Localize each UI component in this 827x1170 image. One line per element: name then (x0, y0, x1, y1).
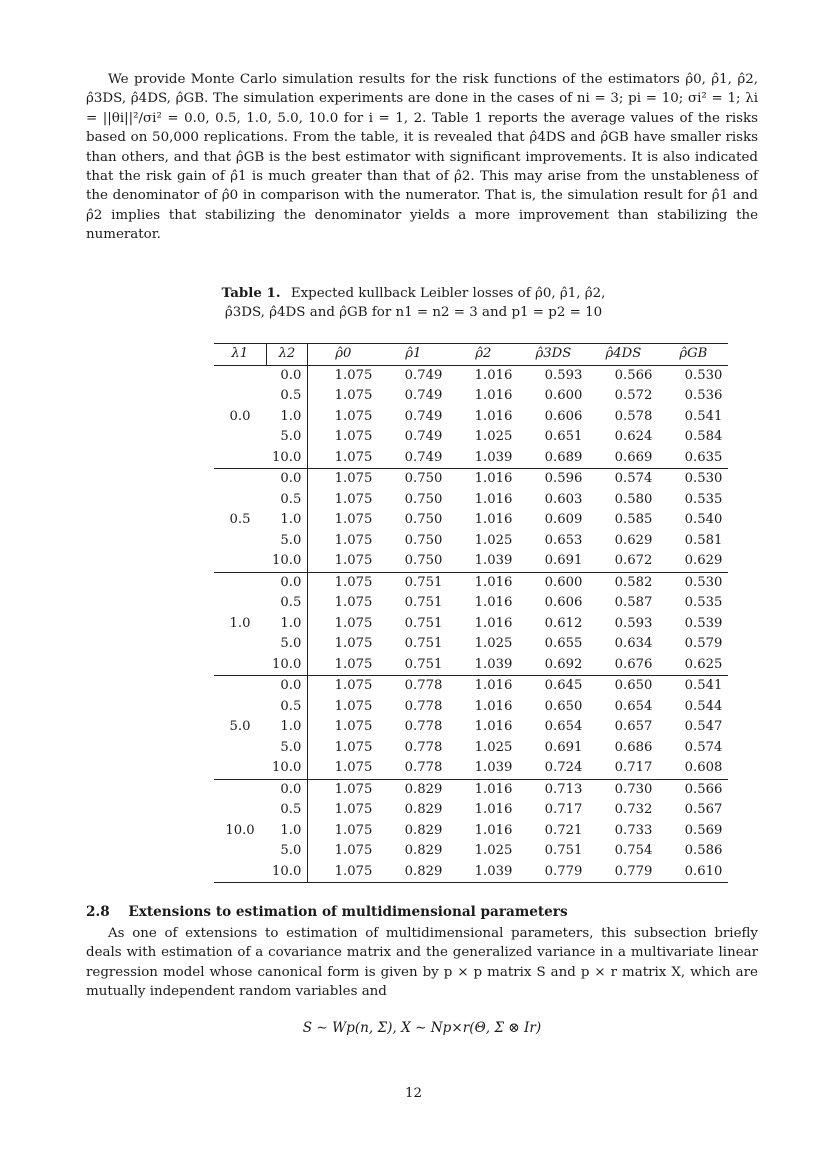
cell-lambda2: 0.5 (266, 490, 308, 511)
cell-rho1: 0.778 (404, 739, 443, 755)
cell-lambda2: 0.0 (266, 572, 308, 593)
cell-rho1: 0.778 (404, 719, 443, 734)
section-heading (86, 903, 758, 922)
cell-rhogb: 0.530 (658, 572, 728, 593)
cell-lambda1 (214, 531, 266, 552)
cell-rho0: 1.075 (334, 739, 373, 755)
header-lambda1: λ1 (214, 344, 266, 366)
cell-rho1: 0.751 (378, 572, 448, 593)
table-row (214, 821, 728, 842)
cell-lambda1 (214, 697, 266, 718)
cell-lambda1 (214, 593, 266, 614)
cell-rho3ds: 0.593 (518, 365, 588, 386)
cell-rhogb: 0.625 (684, 656, 723, 672)
cell-rho1: 0.829 (378, 862, 448, 883)
cell-rho1: 0.750 (404, 512, 443, 527)
cell-rhogb: 0.579 (684, 636, 723, 651)
cell-rho2: 1.016 (474, 719, 513, 734)
cell-lambda1 (214, 551, 266, 572)
header-rho1: ρ̂1 (378, 344, 448, 366)
cell-lambda2: 0.5 (266, 593, 308, 614)
cell-rhogb: 0.586 (684, 843, 723, 858)
table-row (214, 738, 728, 759)
cell-rho2: 1.016 (474, 802, 513, 817)
cell-lambda1 (214, 738, 266, 759)
cell-lambda2: 5.0 (266, 738, 308, 759)
cell-lambda2: 10.0 (266, 551, 308, 572)
cell-rho2: 1.039 (474, 449, 513, 465)
cell-rho2: 1.025 (474, 739, 513, 755)
cell-rho3ds: 0.645 (518, 676, 588, 697)
cell-rhogb: 0.567 (684, 802, 723, 817)
cell-rho0: 1.075 (334, 760, 373, 775)
cell-rho1: 0.749 (404, 388, 443, 403)
cell-rho3ds: 0.691 (544, 739, 583, 755)
cell-rho4ds: 0.650 (588, 676, 658, 697)
table-row (214, 490, 728, 511)
cell-rho0: 1.075 (334, 532, 373, 548)
cell-rhogb: 0.541 (658, 676, 728, 697)
cell-rho0: 1.075 (308, 676, 379, 697)
cell-lambda2: 1.0 (266, 407, 308, 428)
cell-rho3ds: 0.692 (544, 656, 583, 672)
cell-lambda2: 0.0 (266, 469, 308, 490)
cell-lambda1 (214, 779, 266, 800)
cell-lambda2: 1.0 (266, 717, 308, 738)
cell-rho4ds: 0.676 (614, 656, 653, 672)
cell-lambda1 (214, 427, 266, 448)
cell-rho4ds: 0.733 (614, 822, 653, 838)
cell-rho1: 0.750 (404, 532, 443, 548)
cell-rho2: 1.025 (474, 429, 513, 444)
cell-rho4ds: 0.593 (614, 615, 653, 631)
cell-rho3ds: 0.596 (518, 469, 588, 490)
table-caption-text: Expected kullback Leibler losses of ρ̂0, ρ̂1, ρ̂2, ρ̂3DS, ρ̂4DS and ρ̂GB for n1 = n2 = 3 and p1 = p2 = 10 (224, 286, 606, 320)
cell-rho1: 0.749 (404, 429, 443, 444)
cell-rhogb: 0.574 (684, 739, 723, 755)
header-rhogb: ρ̂GB (658, 344, 728, 366)
cell-rho1: 0.829 (404, 802, 443, 817)
cell-rho0: 1.075 (334, 698, 373, 714)
cell-rho1: 0.751 (404, 615, 443, 631)
cell-rho1: 0.749 (378, 365, 448, 386)
cell-lambda2: 10.0 (266, 758, 308, 779)
cell-rho2: 1.016 (474, 388, 513, 403)
cell-rho0: 1.075 (334, 843, 373, 858)
cell-rho3ds: 0.721 (544, 822, 583, 838)
table-row (214, 634, 728, 655)
cell-lambda2: 0.0 (266, 676, 308, 697)
cell-rhogb: 0.547 (684, 719, 723, 734)
cell-rho3ds: 0.609 (544, 512, 583, 527)
cell-rho2: 1.016 (474, 698, 513, 714)
cell-rho2: 1.016 (474, 615, 513, 631)
cell-rho2: 1.016 (448, 365, 518, 386)
cell-rho2: 1.016 (474, 408, 513, 424)
cell-lambda2: 5.0 (266, 427, 308, 448)
cell-rhogb: 0.530 (658, 365, 728, 386)
page-number: 12 (404, 1086, 423, 1101)
extension-paragraph-text: As one of extensions to estimation of multidimensional parameters, this subsection briefly deals with estimation of a covariance matrix and the generalized variance in a multivariate linear regression model whose canonical form is given by p × p matrix S and p × r matrix X, which are mutually independent random variables and (86, 926, 758, 1000)
cell-rho3ds: 0.717 (544, 802, 583, 817)
cell-rho2: 1.039 (448, 862, 518, 883)
table-row (214, 862, 728, 883)
cell-rho1: 0.750 (404, 491, 443, 507)
table-row (214, 386, 728, 407)
cell-rho2: 1.016 (474, 512, 513, 527)
cell-lambda2: 0.0 (266, 365, 308, 386)
cell-lambda1: 5.0 (229, 719, 251, 734)
table-row (214, 551, 728, 572)
table-row (214, 572, 728, 593)
cell-rho3ds: 0.600 (518, 572, 588, 593)
cell-rho0: 1.075 (334, 512, 373, 527)
cell-lambda2: 10.0 (266, 448, 308, 469)
cell-lambda1 (214, 676, 266, 697)
cell-rho0: 1.075 (308, 779, 379, 800)
table-row (214, 676, 728, 697)
cell-rho3ds: 0.606 (544, 408, 583, 424)
cell-rho1: 0.750 (378, 469, 448, 490)
cell-rho1: 0.778 (378, 676, 448, 697)
cell-lambda1: 0.5 (229, 512, 251, 527)
table-caption (200, 284, 627, 322)
cell-lambda1 (214, 572, 266, 593)
cell-rho4ds: 0.686 (614, 739, 653, 755)
cell-rho3ds: 0.655 (544, 636, 583, 651)
cell-rho0: 1.075 (334, 429, 373, 444)
cell-rho2: 1.016 (448, 572, 518, 593)
cell-rho3ds: 0.600 (544, 388, 583, 403)
cell-rho4ds: 0.582 (588, 572, 658, 593)
cell-rho2: 1.039 (474, 656, 513, 672)
table-row (214, 510, 728, 531)
cell-rho4ds: 0.585 (614, 512, 653, 527)
cell-rho2: 1.016 (474, 595, 513, 610)
cell-rho4ds: 0.580 (614, 491, 653, 507)
cell-lambda1 (214, 862, 266, 883)
cell-rho4ds: 0.732 (614, 802, 653, 817)
header-rho4ds: ρ̂4DS (588, 344, 658, 366)
cell-rho4ds: 0.730 (588, 779, 658, 800)
risk-table (214, 343, 728, 883)
table-row (214, 779, 728, 800)
cell-rho4ds: 0.779 (588, 862, 658, 883)
cell-rho3ds: 0.724 (544, 760, 583, 775)
header-rho3ds: ρ̂3DS (518, 344, 588, 366)
cell-rho3ds: 0.751 (544, 843, 583, 858)
cell-rho4ds: 0.672 (614, 553, 653, 568)
cell-lambda1 (214, 800, 266, 821)
cell-rhogb: 0.608 (684, 760, 723, 775)
cell-rho2: 1.016 (474, 491, 513, 507)
cell-rhogb: 0.535 (684, 595, 723, 610)
cell-rho1: 0.751 (404, 595, 443, 610)
cell-rho3ds: 0.691 (544, 553, 583, 568)
cell-rho4ds: 0.629 (614, 532, 653, 548)
table-row (214, 717, 728, 738)
cell-rho3ds: 0.689 (544, 449, 583, 465)
cell-rho0: 1.075 (308, 862, 379, 883)
cell-rho0: 1.075 (334, 595, 373, 610)
cell-rho3ds: 0.779 (518, 862, 588, 883)
cell-rho0: 1.075 (334, 449, 373, 465)
cell-lambda2: 0.0 (266, 779, 308, 800)
cell-rho1: 0.749 (404, 449, 443, 465)
cell-rho1: 0.750 (404, 553, 443, 568)
distribution-equation: S ∼ Wp(n, Σ), X ∼ Np×r(Θ, Σ ⊗ Ir) (302, 1020, 542, 1036)
cell-rho4ds: 0.657 (614, 719, 653, 734)
cell-rho1: 0.751 (404, 636, 443, 651)
cell-rho0: 1.075 (308, 365, 379, 386)
cell-rho4ds: 0.574 (588, 469, 658, 490)
table-row (214, 593, 728, 614)
cell-lambda1: 0.0 (229, 408, 251, 424)
table-row (214, 469, 728, 490)
cell-rho2: 1.025 (474, 532, 513, 548)
cell-rho4ds: 0.754 (614, 843, 653, 858)
table-caption-label: Table 1. (221, 285, 281, 301)
cell-lambda2: 0.5 (266, 386, 308, 407)
risk-table-body (214, 365, 728, 883)
table-row (214, 531, 728, 552)
cell-rho3ds: 0.651 (544, 429, 583, 444)
cell-lambda1 (214, 655, 266, 676)
cell-rho4ds: 0.717 (614, 760, 653, 775)
cell-rho3ds: 0.606 (544, 595, 583, 610)
cell-rho4ds: 0.634 (614, 636, 653, 651)
cell-rho1: 0.829 (378, 779, 448, 800)
cell-lambda2: 0.5 (266, 800, 308, 821)
cell-lambda2: 5.0 (266, 634, 308, 655)
header-rho0: ρ̂0 (308, 344, 379, 366)
cell-lambda1 (214, 634, 266, 655)
table-row (214, 758, 728, 779)
cell-rho2: 1.016 (448, 676, 518, 697)
table-row (214, 448, 728, 469)
cell-rho4ds: 0.578 (614, 408, 653, 424)
extension-paragraph (86, 924, 758, 1002)
cell-rho0: 1.075 (334, 553, 373, 568)
cell-rho3ds: 0.650 (544, 698, 583, 714)
cell-rho2: 1.016 (474, 822, 513, 838)
cell-rho0: 1.075 (308, 572, 379, 593)
cell-rho3ds: 0.654 (544, 719, 583, 734)
cell-rhogb: 0.541 (684, 408, 723, 424)
cell-rho1: 0.749 (404, 408, 443, 424)
cell-rhogb: 0.540 (684, 512, 723, 527)
cell-rhogb: 0.569 (684, 822, 723, 838)
cell-rho4ds: 0.566 (588, 365, 658, 386)
cell-rho0: 1.075 (334, 636, 373, 651)
cell-lambda1 (214, 365, 266, 386)
cell-rho4ds: 0.669 (614, 449, 653, 465)
cell-rho2: 1.039 (474, 760, 513, 775)
cell-rhogb: 0.535 (684, 491, 723, 507)
cell-rho2: 1.016 (448, 779, 518, 800)
cell-rho2: 1.016 (448, 469, 518, 490)
cell-rho0: 1.075 (334, 388, 373, 403)
cell-lambda2: 1.0 (266, 510, 308, 531)
cell-rho1: 0.829 (404, 822, 443, 838)
header-rho2: ρ̂2 (448, 344, 518, 366)
cell-lambda1 (214, 758, 266, 779)
cell-rho2: 1.039 (474, 553, 513, 568)
table-row (214, 427, 728, 448)
cell-lambda2: 5.0 (266, 841, 308, 862)
cell-rho3ds: 0.653 (544, 532, 583, 548)
cell-lambda2: 1.0 (266, 821, 308, 842)
cell-rho0: 1.075 (308, 469, 379, 490)
cell-rhogb: 0.530 (658, 469, 728, 490)
cell-rho0: 1.075 (334, 615, 373, 631)
header-lambda2: λ2 (266, 344, 308, 366)
cell-rho2: 1.025 (474, 636, 513, 651)
cell-rho1: 0.829 (404, 843, 443, 858)
cell-lambda1 (214, 490, 266, 511)
cell-rho3ds: 0.612 (544, 615, 583, 631)
table-row (214, 697, 728, 718)
table-row (214, 614, 728, 635)
simulation-paragraph-text: We provide Monte Carlo simulation results for the risk functions of the estimators ρ̂0, ρ̂1, ρ̂2, ρ̂3DS, ρ̂4DS, ρ̂GB. The simulation experiments are done in the cases of ni = 3; pi = 10; σi² = 1; λi = ||θi||²/σi² = 0.0, 0.5, 1.0, 5.0, 10.0 for i = 1, 2. Table 1 reports the average values of the risks based on 50,000 replications. From the table, it is revealed that ρ̂4DS and ρ̂GB have smaller risks than others, and that ρ̂GB is the best estimator with significant improvements. It is also indicated that the risk gain of ρ̂1 is much greater than that of ρ̂2. This may arise from the unstableness of the denominator of ρ̂0 in comparison with the numerator. That is, the simulation result for ρ̂1 and ρ̂2 implies that stabilizing the denominator yields a more improvement than stabilizing the numerator. (86, 72, 758, 243)
cell-rhogb: 0.544 (684, 698, 723, 714)
cell-lambda1: 1.0 (229, 615, 251, 631)
section-number: 2.8 (86, 904, 110, 920)
cell-lambda2: 10.0 (266, 655, 308, 676)
table-row (214, 365, 728, 386)
cell-rho0: 1.075 (334, 719, 373, 734)
cell-rho0: 1.075 (334, 408, 373, 424)
cell-lambda1 (214, 841, 266, 862)
cell-rhogb: 0.539 (684, 615, 723, 631)
cell-rho0: 1.075 (334, 822, 373, 838)
cell-rho0: 1.075 (334, 802, 373, 817)
cell-lambda2: 5.0 (266, 531, 308, 552)
cell-lambda2: 10.0 (266, 862, 308, 883)
simulation-paragraph (86, 70, 758, 245)
cell-rhogb: 0.584 (684, 429, 723, 444)
cell-rho4ds: 0.624 (614, 429, 653, 444)
cell-lambda1 (214, 448, 266, 469)
cell-rhogb: 0.629 (684, 553, 723, 568)
cell-lambda2: 0.5 (266, 697, 308, 718)
cell-rho0: 1.075 (334, 491, 373, 507)
cell-rho4ds: 0.587 (614, 595, 653, 610)
cell-lambda1 (214, 386, 266, 407)
table-row (214, 841, 728, 862)
table-row (214, 407, 728, 428)
cell-rhogb: 0.610 (658, 862, 728, 883)
cell-rho2: 1.025 (474, 843, 513, 858)
section-title: Extensions to estimation of multidimensional parameters (128, 904, 568, 920)
cell-rho3ds: 0.603 (544, 491, 583, 507)
table-row (214, 800, 728, 821)
cell-rho1: 0.751 (404, 656, 443, 672)
risk-table-header-row (214, 344, 728, 366)
cell-rho0: 1.075 (334, 656, 373, 672)
cell-lambda1: 10.0 (225, 822, 255, 838)
cell-lambda1 (214, 469, 266, 490)
table-row (214, 655, 728, 676)
cell-rho4ds: 0.654 (614, 698, 653, 714)
cell-rhogb: 0.536 (684, 388, 723, 403)
cell-rhogb: 0.566 (658, 779, 728, 800)
cell-rho1: 0.778 (404, 760, 443, 775)
cell-rhogb: 0.581 (684, 532, 723, 548)
cell-rhogb: 0.635 (684, 449, 723, 465)
cell-rho3ds: 0.713 (518, 779, 588, 800)
cell-rho1: 0.778 (404, 698, 443, 714)
cell-rho4ds: 0.572 (614, 388, 653, 403)
cell-lambda2: 1.0 (266, 614, 308, 635)
